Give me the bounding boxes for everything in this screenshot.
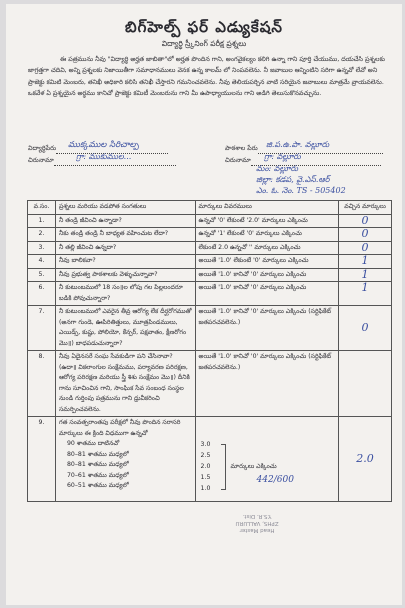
table-row: [28, 214, 392, 228]
row-score: 0: [361, 213, 369, 227]
instructions-text: ఈ పత్రమును నీవు "విద్యార్థి అర్హత జాబితా"లో అర్హత పొందిన గాని, అంగవైకల్యం కలిగి ఉన్నా గాని పూర్తి చేయుము, దయచేసి ప్రశ్నలకు జాగ్రత్తగా చదివి, అన్ని ప్రశ్నలకు నిజాయితీగా సమాధానములు వెనక ఉన్న కాలమ్ లో నింపవలెను. నీ జవాబుల ఆన్నింటిని సరిగా ఉన్నవో లేవో అని ప్రాజెక్టు కమిటి మెంబరు, తనిఖీ అధికారి కలిసి తనిఖీ చేస్తారని గమనించవలెను. నీవు తెలియపర్చిన వాటి సరియైన జవాబులు మాత్రమే వ్రాయవలెను. ఒకవేళ ఏ ప్రశ్నయైన అర్థము కానిచో ప్రాజెక్టు కమిటీ మెంబరును గాని మీ ఉపాధ్యాయులను గాని అడిగి తెలుసుకొనవచ్చును.: [28, 56, 385, 98]
grade-question-text: గత సంవత్సరాంతపు పరీక్షలో నీవు పొందిన సరాసరి మార్కులు ఈ క్రింది విధముగా ఉన్నచో: [58, 419, 181, 437]
student-name-label: విద్యార్థిపేరు: [28, 145, 57, 152]
row-question: నీకు తండ్రి తండ్రి నీ బాధ్యత వహించుట లేదా?: [55, 228, 195, 242]
row-marks-rule: అయితే '1.0' కానిచో '0' మార్కులు ఎక్కించు: [195, 282, 339, 306]
row-number: 6.: [28, 282, 56, 306]
stamp-line: Y.S.R. Dist.: [242, 513, 272, 519]
document-title: బిగ్‌హెల్ప్ ఫర్ ఎడ్యుకేషన్: [125, 18, 283, 36]
row-score: 0: [361, 240, 369, 254]
header-questions: ప్రశ్నలు మరియు వడపోత సంగతులు: [55, 201, 195, 215]
header-serial: వ.సం.: [28, 201, 56, 215]
stamp-line: Head Master: [239, 527, 275, 533]
scale-value: 1.5: [200, 474, 211, 481]
table-row: [28, 351, 392, 417]
row-question: నీవు ప్రభుత్వ పాఠశాలకు వెళ్ళుచున్నావా?: [55, 268, 195, 282]
row-marks-rule: ఉన్నచో '1' లేకుంటే '0' మార్కులు ఎక్కించు: [195, 228, 339, 242]
row-number: 1.: [28, 214, 56, 228]
row-score: 2.0: [356, 451, 374, 465]
table-row: [28, 282, 392, 306]
row-score: 1: [361, 254, 369, 267]
row-number: 2.: [28, 228, 56, 242]
row-marks-rule: లేకుంటే 2.0 ఉన్నచో '' మార్కులు ఎక్కించు: [195, 241, 339, 255]
row-score: 1: [361, 267, 369, 281]
scale-value: 2.0: [200, 463, 211, 470]
table-row: [28, 255, 392, 269]
grade-range: 80–81 శాతము మధ్యలో: [66, 461, 129, 468]
row-number: 8.: [28, 351, 56, 417]
row-number: 4.: [28, 255, 56, 269]
row-question: [55, 417, 195, 502]
instructions-paragraph: [28, 54, 392, 100]
hall-ticket-value: ఎం. ఓ. నెం. TS - 505402: [256, 186, 346, 195]
mandal-value: మం: వల్లూరు: [256, 164, 298, 173]
grade-range: 60–51 శాతము మధ్యలో: [66, 482, 129, 489]
school-name-value: జి.ప.ఉ.పా. వల్లూరు: [266, 140, 330, 149]
document-page: [6, 4, 402, 605]
row-marks-rule: అయితే '1.0' కానిచో '0' మార్కులు ఎక్కించు (సర్టిఫికేట్ జతపరచవలెను.): [195, 351, 339, 417]
table-row: [28, 417, 392, 502]
student-address-label: చిరునామా: [28, 157, 54, 164]
table-row: [28, 306, 392, 351]
school-stamp: [212, 512, 302, 533]
row-number: 9.: [28, 417, 56, 502]
row-marks-rule: అయితే '1.0' కానిచో '0' మార్కులు ఎక్కించు: [195, 268, 339, 282]
row-question: నీ తల్లి జీవించి ఉన్నదా?: [55, 241, 195, 255]
table-row: [28, 241, 392, 255]
row-marks-rule: అయితే '1.0' లేకుంటే '0' మార్కులు ఎక్కించు: [195, 255, 339, 269]
row-score: 0: [361, 227, 369, 240]
scale-value: 1.0: [200, 485, 211, 492]
grade-range: 70–61 శాతము మధ్యలో: [66, 471, 129, 479]
grade-range: 90 శాతము దాటినచో: [66, 440, 120, 447]
school-address-field: [225, 157, 381, 166]
grade-ranges: [59, 439, 192, 492]
scale-value: 3.0: [200, 441, 211, 448]
questions-table: [27, 200, 392, 502]
scale-value: 2.5: [200, 452, 211, 459]
stamp-line: ZPHS, VALLURU: [235, 520, 279, 526]
row-marks-rule: అయితే '1.0' కానిచో '0' మార్కులు ఎక్కించు (సర్టిఫికేట్ జతపరచవలెను.): [195, 306, 339, 351]
header-marks-details: మార్కులు వివరములు: [195, 201, 339, 215]
school-address-value: గ్రా: వల్లూరు: [264, 152, 301, 161]
district-value: జిల్లా: కడప, వై.ఎస్.ఆర్: [256, 175, 330, 184]
table-row: [28, 268, 392, 282]
row-question: నీవు బాలికవా?: [55, 255, 195, 269]
grade-range: 80–81 శాతము మధ్యలో: [66, 450, 129, 458]
school-address-label: చిరునామా: [225, 157, 251, 164]
row-number: 3.: [28, 241, 56, 255]
row-question: నీ తండ్రి జీవించి ఉన్నాడా?: [55, 214, 195, 228]
row-marks-rule: ఉన్నచో '0' లేకుంటే '2.0' మార్కులు ఎక్కించు: [195, 214, 339, 228]
header-marks-obtained: వచ్చిన మార్కులు: [339, 201, 392, 215]
student-address-value: గ్రా: ముకుముల...: [76, 152, 132, 161]
student-name-value: ముక్కముల సిరిచాల్ప: [68, 140, 139, 150]
row-question: నీ కుటుంబములో 18 సం॥ల లోపు గల పిల్లలందరూ బడికి పోవుచున్నారా?: [55, 282, 195, 306]
school-name-label: పాఠశాల పేరు: [225, 145, 258, 152]
table-header-row: [28, 201, 392, 215]
table-row: [28, 228, 392, 242]
row-score: 0: [361, 320, 369, 334]
row-score: 1: [361, 281, 369, 294]
row-question: నీ కుటుంబములో ఎవరైన తీవ్ర ఆరోగ్య లేక దీర్ఘరోగముతో (అనగా గుండె, ఊపిరితిత్తులు, మూత్రపిండములు, ఎయిడ్స్, కుష్టు, పోలియో, కేన్సర్, పక్షవాతం, క్షీణరోగం మొ॥) బాధపడుచున్నారా?: [55, 306, 195, 351]
row-marks-rule: [195, 417, 339, 502]
handwritten-total: 442/600: [256, 475, 294, 485]
document-subtitle: విద్యార్థి స్ర్కీనింగ్ పరీక్ష ప్రశ్నలు: [161, 39, 247, 48]
row-number: 7.: [28, 306, 56, 351]
scale-label: మార్కులు ఎక్కించు: [230, 463, 277, 470]
row-question: నీవు ఏదైనసరే సంఘ సేవకుడిగా పని చేసినావా? (ఉదా॥ వికలాంగుల సంక్షేమము, పర్యావరణ పరిరక్షణ, ఆరోగ్య పరిరక్షణ మరియు స్త్రీ శిశు సంక్షేమం మొ॥) దీనికి గాను సూచించిన గాని, సాంఘిక సేవ సంబంధ సంస్థల నుండి గుర్తింపు పత్రమును గాని ధ్రువీకరించి సమర్పించవలెను.: [55, 351, 195, 417]
row-number: 5.: [28, 268, 56, 282]
scale-bracket: [221, 444, 226, 490]
marks-scale: [199, 440, 336, 500]
